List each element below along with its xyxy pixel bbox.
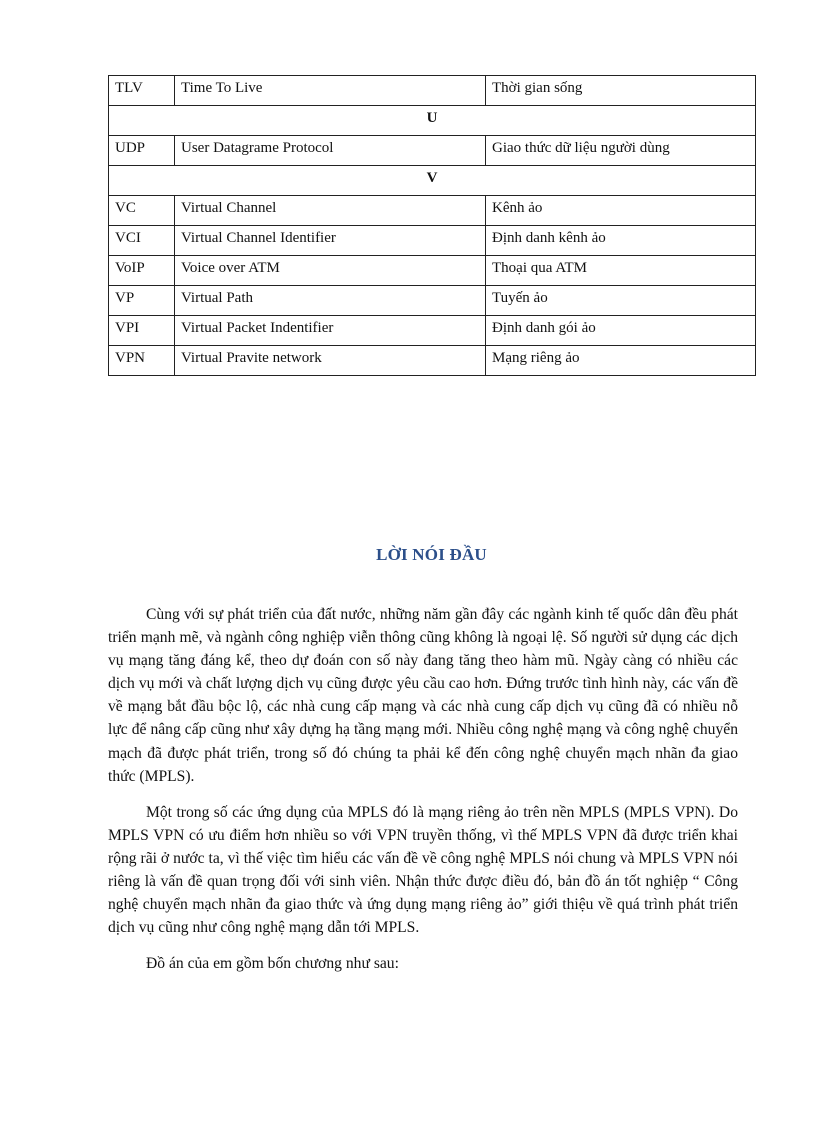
letter-divider-row bbox=[109, 106, 756, 136]
abbr-cell: VoIP bbox=[109, 256, 175, 286]
letter-divider: U bbox=[109, 106, 756, 136]
abbr-cell: VCI bbox=[109, 226, 175, 256]
english-term-cell: Voice over ATM bbox=[175, 256, 486, 286]
table-row bbox=[109, 256, 756, 286]
english-term-cell: Virtual Path bbox=[175, 286, 486, 316]
paragraph: Một trong số các ứng dụng của MPLS đó là mạng riêng ảo trên nền MPLS (MPLS VPN). Do MPLS VPN có ưu điểm hơn nhiều so với VPN truyền thống, vì thế MPLS VPN đã được triển khai rộng rãi ở nước ta, vì thế việc tìm hiểu các vấn đề về công nghệ MPLS nói chung và MPLS VPN nói riêng là vấn đề quan trọng đối với sinh viên. Nhận thức được điều đó, bản đồ án tốt nghiệp “ Công nghệ chuyển mạch nhãn đa giao thức và ứng dụng mạng riêng ảo” giới thiệu về quá trình phát triển dịch vụ cũng như công nghệ mạng dẫn tới MPLS. bbox=[108, 803, 738, 937]
english-term-cell: Virtual Channel Identifier bbox=[175, 226, 486, 256]
vietnamese-term-cell: Thoại qua ATM bbox=[486, 256, 756, 286]
abbr-cell: VC bbox=[109, 196, 175, 226]
section-title: LỜI NÓI ĐẦU bbox=[376, 545, 487, 564]
table-row bbox=[109, 316, 756, 346]
vietnamese-term-cell: Thời gian sống bbox=[486, 76, 756, 106]
vietnamese-term-cell: Định danh kênh ảo bbox=[486, 226, 756, 256]
letter-divider: V bbox=[109, 166, 756, 196]
english-term-cell: User Datagrame Protocol bbox=[175, 136, 486, 166]
english-term-cell: Time To Live bbox=[175, 76, 486, 106]
paragraph: Cùng với sự phát triển của đất nước, những năm gần đây các ngành kinh tế quốc dân đều phát triển mạnh mẽ, và ngành công nghiệp viễn thông cũng không là ngoại lệ. Số người sử dụng các dịch vụ mạng tăng đáng kể, theo dự đoán con số này đang tăng theo hàm mũ. Ngày càng có nhiều các dịch vụ mới và chất lượng dịch vụ cũng được yêu cầu cao hơn. Đứng trước tình hình này, các vấn đề về mạng bắt đầu bộc lộ, các nhà cung cấp mạng và các nhà cung cấp dịch vụ cũng đã có nhiều nỗ lực để nâng cấp cũng như xây dựng hạ tầng mạng mới. Nhiều công nghệ mạng và công nghệ chuyển mạch đã được phát triển, trong số đó chúng ta phải kể đến công nghệ chuyển mạch nhãn đa giao thức (MPLS). bbox=[108, 606, 738, 785]
table-row bbox=[109, 76, 756, 106]
paragraph: Đồ án của em gồm bốn chương như sau: bbox=[146, 955, 399, 973]
abbr-cell: TLV bbox=[109, 76, 175, 106]
vietnamese-term-cell: Kênh ảo bbox=[486, 196, 756, 226]
table-row bbox=[109, 346, 756, 376]
abbreviation-table bbox=[108, 75, 756, 376]
abbr-cell: VP bbox=[109, 286, 175, 316]
vietnamese-term-cell: Định danh gói ảo bbox=[486, 316, 756, 346]
preface-body bbox=[108, 603, 738, 988]
vietnamese-term-cell: Tuyến ảo bbox=[486, 286, 756, 316]
table-row bbox=[109, 226, 756, 256]
abbr-cell: VPN bbox=[109, 346, 175, 376]
english-term-cell: Virtual Channel bbox=[175, 196, 486, 226]
table-row bbox=[109, 136, 756, 166]
english-term-cell: Virtual Pravite network bbox=[175, 346, 486, 376]
vietnamese-term-cell: Mạng riêng ảo bbox=[486, 346, 756, 376]
vietnamese-term-cell: Giao thức dữ liệu người dùng bbox=[486, 136, 756, 166]
letter-divider-row bbox=[109, 166, 756, 196]
table-row bbox=[109, 286, 756, 316]
english-term-cell: Virtual Packet Indentifier bbox=[175, 316, 486, 346]
abbr-cell: UDP bbox=[109, 136, 175, 166]
table-row bbox=[109, 196, 756, 226]
abbr-cell: VPI bbox=[109, 316, 175, 346]
